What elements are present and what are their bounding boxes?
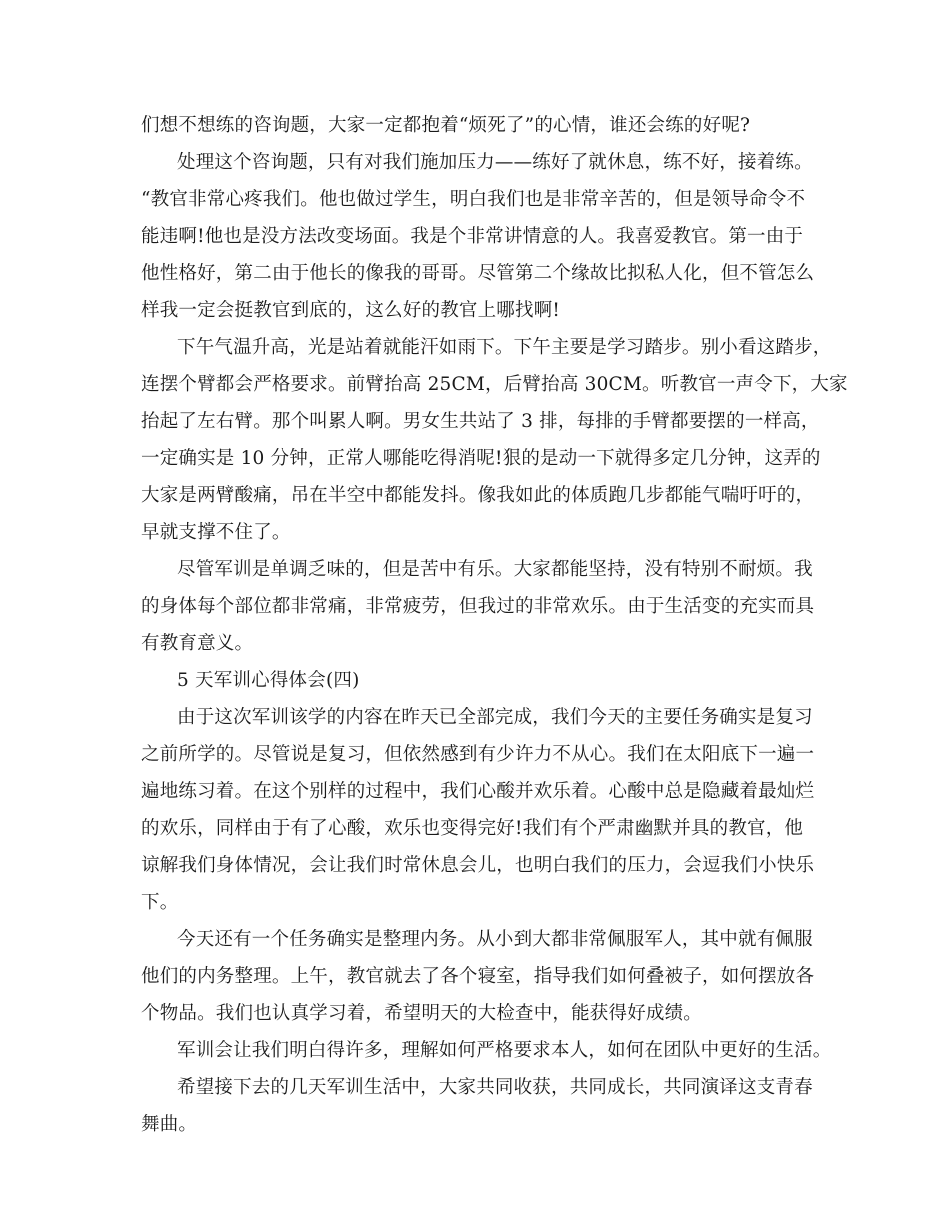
paragraph-start-line: 由于这次军训该学的内容在昨天已全部完成，我们今天的主要任务确实是复习 — [177, 707, 813, 728]
text-line: 一定确实是 10 分钟，正常人哪能吃得消呢!狠的是动一下就得多定几分钟，这弄的 — [141, 448, 821, 469]
text-line: 舞曲。 — [141, 1114, 198, 1135]
paragraph-start-line: 尽管军训是单调乏味的，但是苦中有乐。大家都能坚持，没有特别不耐烦。我 — [177, 559, 813, 580]
text-line: 大家是两臂酸痛，吊在半空中都能发抖。像我如此的体质跑几步都能气喘吁吁的， — [141, 485, 815, 506]
text-line: 们想不想练的咨询题，大家一定都抱着“烦死了”的心情，谁还会练的好呢? — [141, 115, 751, 136]
text-line: 样我一定会挺教官到底的，这么好的教官上哪找啊! — [141, 300, 561, 321]
section-heading: 5 天军训心得体会(四) — [177, 670, 360, 691]
text-line: “教官非常心疼我们。他也做过学生，明白我们也是非常辛苦的，但是领导命令不 — [141, 189, 806, 210]
text-line: 之前所学的。尽管说是复习，但依然感到有少许力不从心。我们在太阳底下一遍一 — [141, 744, 815, 765]
text-line: 抬起了左右臂。那个叫累人啊。男女生共站了 3 排，每排的手臂都要摆的一样高， — [141, 411, 820, 432]
text-line: 个物品。我们也认真学习着，希望明天的大检查中，能获得好成绩。 — [141, 1003, 703, 1024]
text-line: 的身体每个部位都非常痛，非常疲劳，但我过的非常欢乐。由于生活变的充实而具 — [141, 596, 815, 617]
text-line: 有教育意义。 — [141, 633, 254, 654]
text-line: 谅解我们身体情况，会让我们时常休息会儿，也明白我们的压力，会逗我们小快乐 — [141, 855, 815, 876]
paragraph-start-line: 军训会让我们明白得许多，理解如何严格要求本人，如何在团队中更好的生活。 — [177, 1040, 832, 1061]
text-line: 他们的内务整理。上午，教官就去了各个寝室，指导我们如何叠被子，如何摆放各 — [141, 966, 815, 987]
text-line: 下。 — [141, 892, 179, 913]
paragraph-start-line: 处理这个咨询题，只有对我们施加压力——练好了就休息，练不好，接着练。 — [177, 152, 813, 173]
paragraph-start-line: 希望接下去的几天军训生活中，大家共同收获，共同成长，共同演译这支青春 — [177, 1077, 813, 1098]
text-line: 连摆个臂都会严格要求。前臂抬高 25CM，后臂抬高 30CM。听教官一声令下，大家 — [141, 374, 848, 395]
text-line: 遍地练习着。在这个别样的过程中，我们心酸并欢乐着。心酸中总是隐藏着最灿烂 — [141, 781, 815, 802]
paragraph-start-line: 下午气温升高，光是站着就能汗如雨下。下午主要是学习踏步。别小看这踏步， — [177, 337, 832, 358]
paragraph-start-line: 今天还有一个任务确实是整理内务。从小到大都非常佩服军人，其中就有佩服 — [177, 929, 813, 950]
text-line: 早就支撑不住了。 — [141, 522, 291, 543]
text-line: 的欢乐，同样由于有了心酸，欢乐也变得完好!我们有个严肃幽默并具的教官，他 — [141, 818, 804, 839]
text-line: 能违啊!他也是没方法改变场面。我是个非常讲情意的人。我喜爱教官。第一由于 — [141, 226, 804, 247]
text-line: 他性格好，第二由于他长的像我的哥哥。尽管第二个缘故比拟私人化，但不管怎么 — [141, 263, 815, 284]
